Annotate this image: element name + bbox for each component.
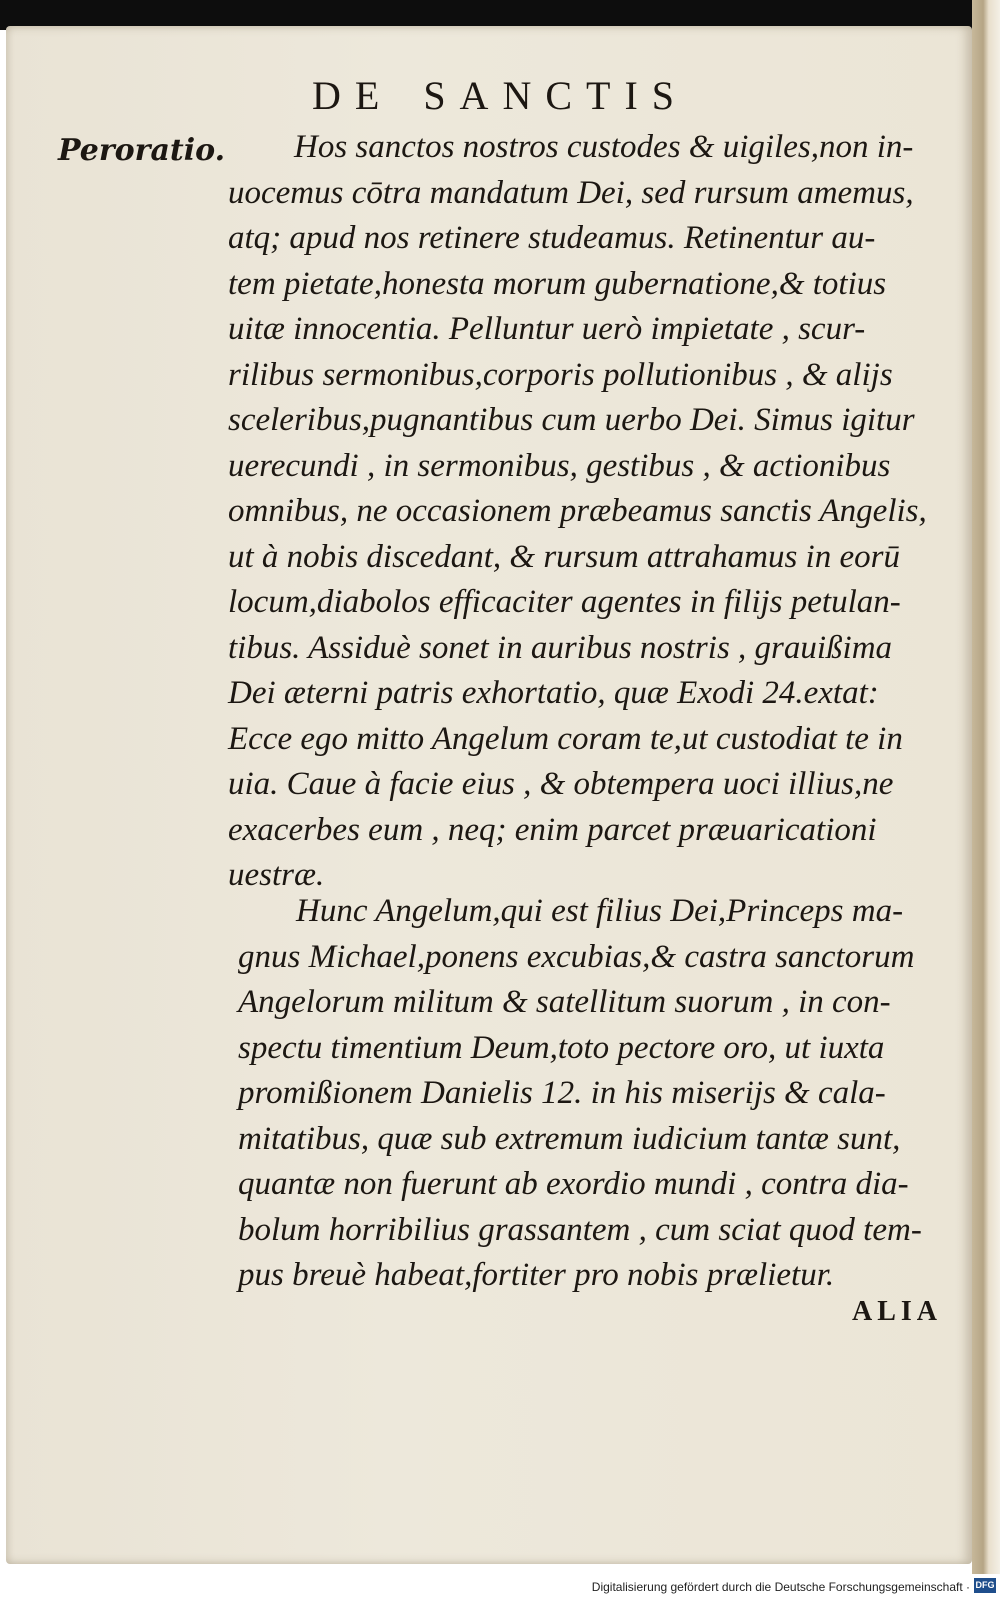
header-word-1: DE [311, 73, 394, 118]
text-line: ut à nobis discedant, & rursum attrahamus in eorū [228, 538, 900, 575]
text-line: tem pietate,honesta morum gubernatione,& totius [228, 265, 887, 302]
text-line: promißionem Danielis 12. in his miserijs & cala- [238, 1075, 886, 1111]
text-line: Dei æterni patris exhortatio, quæ Exodi 24.extat: [228, 675, 879, 711]
text-line: Hunc Angelum,qui est filius Dei,Princeps ma- [296, 893, 904, 929]
text-line: quantæ non fuerunt ab exordio mundi , contra dia- [238, 1166, 909, 1202]
text-line: sceleribus,pugnantibus cum uerbo Dei. Simus igitur [228, 402, 915, 438]
text-line: uerecundi , in sermonibus, gestibus , & actionibus [228, 447, 891, 484]
text-line: uia. Caue à facie eius , & obtempera uoci illius,ne [228, 766, 894, 802]
text-line: Hos sanctos nostros custodes & uigiles,non in- [294, 129, 914, 165]
text-line: Ecce ego mitto Angelum coram te,ut custodiat te in [228, 720, 903, 757]
running-header [0, 72, 1000, 119]
text-line: uocemus cōtra mandatum Dei, sed rursum amemus, [228, 174, 914, 211]
digitization-credit: Digitalisierung gefördert durch die Deutsche Forschungsgemeinschaft · [591, 1580, 970, 1594]
text-line: pus breuè habeat,fortiter pro nobis prælietur. [238, 1257, 835, 1293]
text-line: atq; apud nos retinere studeamus. Retinentur au- [228, 220, 876, 256]
dfg-logo: DFG [974, 1578, 996, 1593]
header-word-2: SANCTIS [423, 73, 689, 118]
page-edge [972, 0, 1000, 1604]
text-line: omnibus, ne occasionem præbeamus sanctis Angelis, [228, 493, 927, 529]
text-line: bolum horribilius grassantem , cum sciat quod tem- [238, 1211, 922, 1248]
paragraph-2 [238, 889, 922, 1299]
text-line: uestræ. [228, 857, 325, 893]
text-line: uitæ innocentia. Pelluntur uerò impietate , scur- [228, 311, 866, 347]
text-line: locum,diabolos efficaciter agentes in filijs petulan- [228, 584, 901, 620]
text-line: exacerbes eum , neq; enim parcet præuaricationi [228, 811, 877, 848]
catchword: ALIA [852, 1296, 943, 1327]
text-line: mitatibus, quæ sub extremum iudicium tantæ sunt, [238, 1120, 901, 1157]
paragraph-1 [228, 125, 927, 899]
text-line: spectu timentium Deum,toto pectore oro, ut iuxta [238, 1029, 885, 1066]
text-line: Angelorum militum & satellitum suorum , in con- [238, 984, 891, 1020]
text-line: tibus. Assiduè sonet in auribus nostris , grauißima [228, 629, 893, 666]
text-line: rilibus sermonibus,corporis pollutionibus , & alijs [228, 356, 893, 393]
text-line: gnus Michael,ponens excubias,& castra sanctorum [238, 938, 915, 975]
margin-note: Peroratio. [58, 133, 226, 168]
